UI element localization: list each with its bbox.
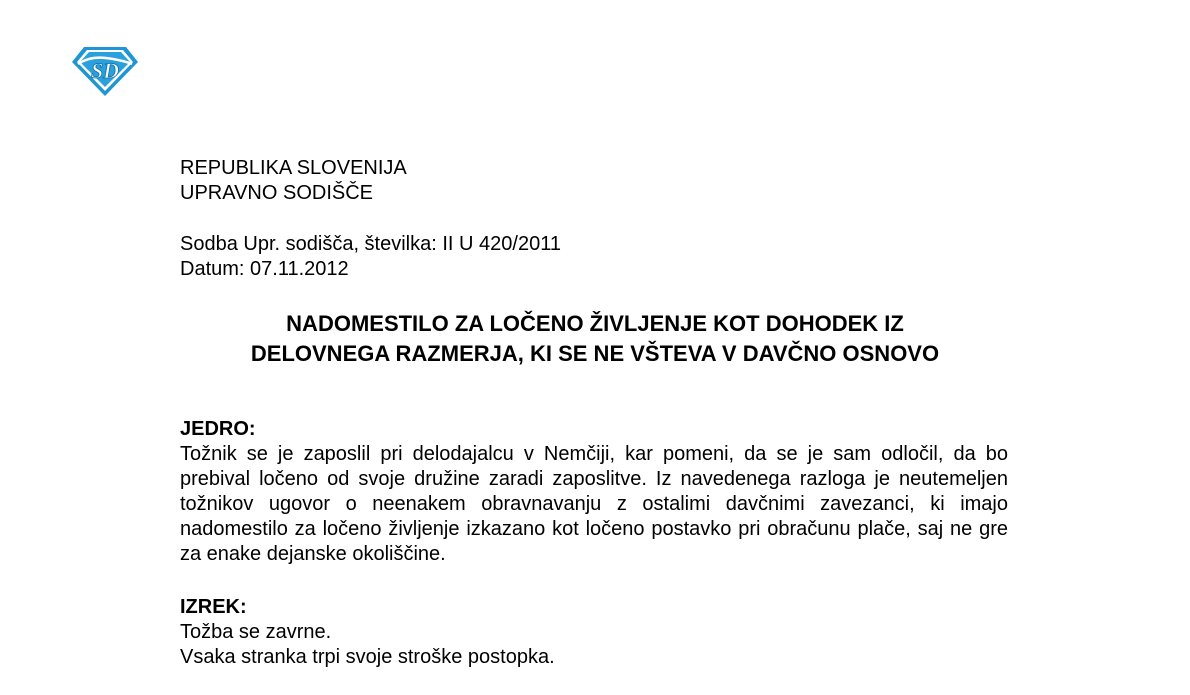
case-number: Sodba Upr. sodišča, številka: II U 420/2011 [180, 233, 561, 255]
izrek-line-1: Tožba se zavrne. [180, 621, 332, 643]
izrek-line-2: Vsaka stranka trpi svoje stroške postopka. [180, 646, 555, 668]
title-line-2: DELOVNEGA RAZMERJA, KI SE NE VŠTEVA V DAVČNO OSNOVO [250, 341, 940, 366]
court-name: UPRAVNO SODIŠČE [180, 182, 373, 204]
izrek-heading: IZREK: [180, 596, 247, 618]
case-date: Datum: 07.11.2012 [180, 258, 349, 280]
jedro-section [180, 417, 1008, 567]
jedro-heading: JEDRO: [180, 418, 256, 440]
court-country: REPUBLIKA SLOVENIJA [180, 157, 407, 179]
logo-text: SD [90, 58, 120, 83]
court-header [180, 156, 407, 206]
title-line-1: NADOMESTILO ZA LOČENO ŽIVLJENJE KOT DOHODEK IZ [286, 311, 904, 336]
sd-diamond-logo-icon [70, 44, 140, 98]
case-meta [180, 232, 561, 282]
jedro-text: Tožnik se je zaposlil pri delodajalcu v Nemčiji, kar pomeni, da se je sam odločil, da bo prebival ločeno od svoje družine zaradi zaposlitve. Iz navedenega razloga je neutemeljen tožnikov ugovor o neenakem obravnavanju z ostalimi davčnimi zavezanci, ki imajo nadomestilo za ločeno življenje izkazano kot ločeno postavko pri obračunu plače, saj ne gre za enake dejanske okoliščine. [180, 443, 1008, 565]
document-title [150, 309, 1040, 369]
izrek-section [180, 595, 1008, 670]
